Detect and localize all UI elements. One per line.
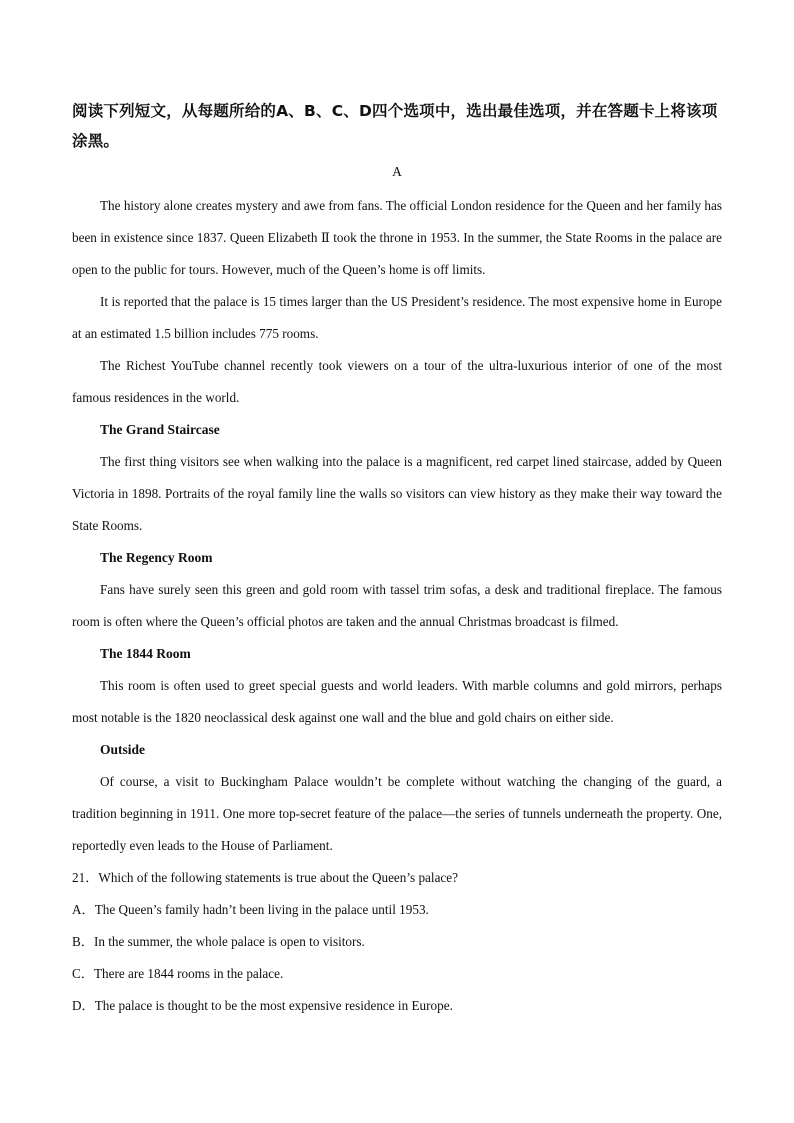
option-label: C．	[72, 966, 94, 981]
option-text: The Queen’s family hadn’t been living in the palace until 1953.	[94, 902, 429, 917]
question-stem	[72, 862, 722, 894]
option-a	[72, 894, 722, 926]
option-text: There are 1844 rooms in the palace.	[93, 966, 284, 981]
passage-paragraph: The history alone creates mystery and awe from fans. The official London residence for the Queen and her family has been in existence since 1837. Queen Elizabeth Ⅱ took the throne in 1953. In the summer, the State Rooms in the palace are open to the public for tours. However, much of the Queen’s home is off limits.	[72, 198, 722, 277]
option-text: The palace is thought to be the most expensive residence in Europe.	[94, 998, 453, 1013]
option-d	[72, 990, 722, 1022]
option-label: B．	[72, 934, 94, 949]
option-b	[72, 926, 722, 958]
instruction-text: 阅读下列短文，从每题所给的A、B、C、D四个选项中，选出最佳选项，并在答题卡上将该项涂黑。	[72, 102, 718, 150]
question-number: 21．	[72, 870, 99, 885]
section-heading-outside: Outside	[100, 742, 146, 757]
section-text-outside: Of course, a visit to Buckingham Palace wouldn’t be complete without watching the changing of the guard, a tradition beginning in 1911. One more top-secret feature of the palace—the series of tunnels underneath the property. One, reportedly even leads to the House of Parliament.	[72, 774, 722, 853]
document-content	[72, 96, 722, 1022]
option-label: A．	[72, 902, 95, 917]
section-heading-grand-staircase: The Grand Staircase	[100, 422, 220, 437]
passage-paragraph: The Richest YouTube channel recently took viewers on a tour of the ultra-luxurious interior of one of the most famous residences in the world.	[72, 358, 722, 405]
option-c	[72, 958, 722, 990]
section-letter: A	[392, 164, 402, 179]
section-text-1844-room: This room is often used to greet special guests and world leaders. With marble columns and gold mirrors, perhaps most notable is the 1820 neoclassical desk against one wall and the blue and gold chairs on either side.	[72, 678, 722, 725]
section-text-grand-staircase: The first thing visitors see when walking into the palace is a magnificent, red carpet lined staircase, added by Queen Victoria in 1898. Portraits of the royal family line the walls so visitors can view history as they make their way toward the State Rooms.	[72, 454, 722, 533]
section-text-regency-room: Fans have surely seen this green and gold room with tassel trim sofas, a desk and traditional fireplace. The famous room is often where the Queen’s official photos are taken and the annual Christmas broadcast is filmed.	[72, 582, 722, 629]
option-text: In the summer, the whole palace is open to visitors.	[93, 934, 365, 949]
section-heading-1844-room: The 1844 Room	[100, 646, 191, 661]
option-label: D．	[72, 998, 95, 1013]
section-heading-regency-room: The Regency Room	[100, 550, 213, 565]
question-text: Which of the following statements is true about the Queen’s palace?	[98, 870, 458, 885]
passage-paragraph: It is reported that the palace is 15 times larger than the US President’s residence. The most expensive home in Europe at an estimated 1.5 billion includes 775 rooms.	[72, 294, 722, 341]
